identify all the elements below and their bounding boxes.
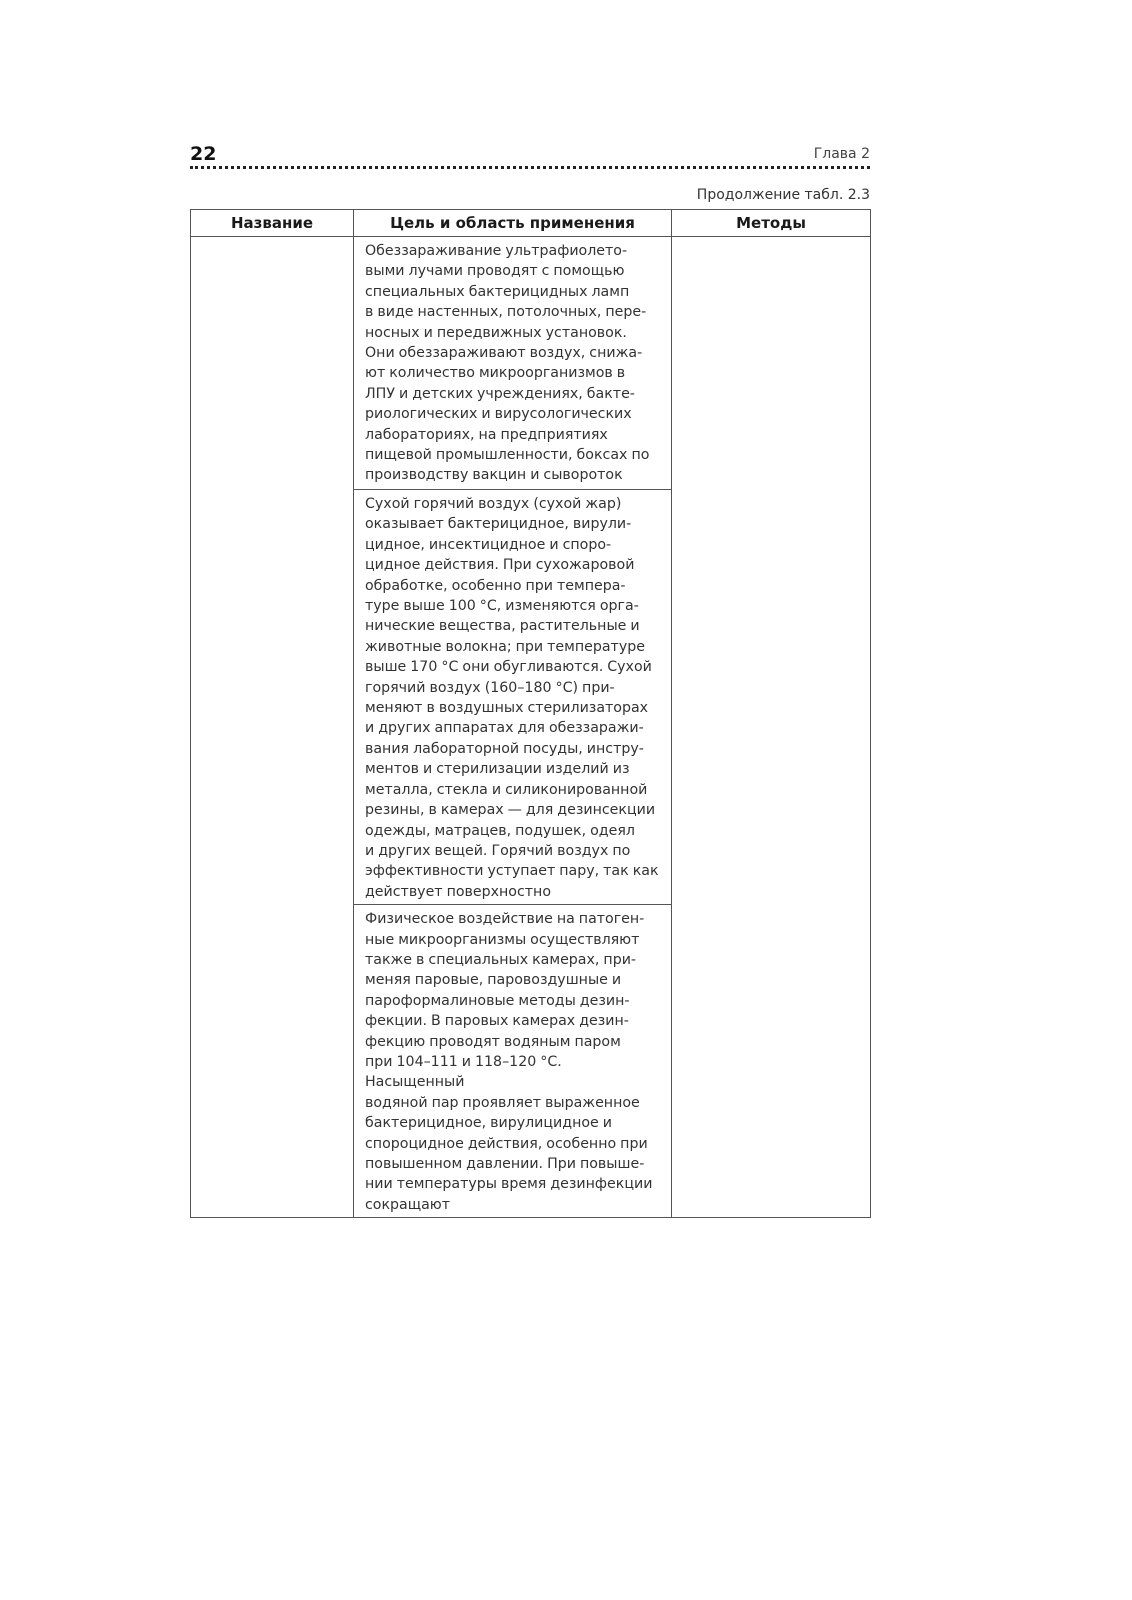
methods-cell-text (672, 237, 870, 243)
purpose-cell (354, 237, 672, 490)
purpose-text: Сухой горячий воздух (сухой жар) оказывает бактерицидное, вирули- цидное, инсектицидное и споро- цидное действия. При сухожаровой обработке, особенно при темпера- туре выше 100 °С, изменяются орга- нические вещества, растительные и животные волокна; при температуре выше 170 °С они обугливаются. Сухой горячий воздух (160–180 °С) при- меняют в воздушных стерилизаторах и других аппаратах для обеззаражи- вания лабораторной посуды, инстру- ментов и стерилизации изделий из металла, стекла и силиконированной резины, в камерах — для дезинсекции одежды, матрацев, подушек, одеял и других вещей. Горячий воздух по эффективности уступает пару, так как действует поверхностно (365, 496, 659, 900)
header-dotted-rule (190, 166, 870, 169)
table-row (191, 237, 871, 490)
purpose-text: Физическое воздействие на патоген- ные микроорганизмы осуществляют также в специальных камерах, при- меняя паровые, паровоздушные и пароформалиновые методы дезин- фекции. В паровых камерах дезин- фекцию проводят водяным паром при 104–111 и 118–120 °С. Насыщенный водяной пар проявляет выраженное бактерицидное, вирулицидное и спороцидное действия, особенно при повышенном давлении. При повыше- нии температуры время дезинфекции сокращают (365, 911, 653, 1213)
purpose-cell (354, 905, 672, 1218)
table-header-row (191, 210, 871, 237)
name-cell (191, 237, 354, 1218)
methods-cell (672, 237, 871, 1218)
table-caption: Продолжение табл. 2.3 (696, 187, 870, 203)
page-number: 22 (190, 143, 217, 165)
name-cell-text (191, 237, 353, 243)
column-header-name: Название (191, 210, 354, 237)
purpose-text: Обеззараживание ультрафиолето- выми лучами проводят с помощью специальных бактерицидных ламп в виде настенных, потолочных, пере- носных и передвижных установок. Они обеззараживают воздух, снижа- ют количество микроорганизмов в ЛПУ и детских учреждениях, бакте- риологических и вирусологических лабораториях, на предприятиях пищевой промышленности, боксах по производству вакцин и сывороток (365, 243, 650, 484)
table (190, 209, 871, 1218)
chapter-title: Глава 2 (813, 146, 870, 162)
column-header-methods: Методы (672, 210, 871, 237)
column-header-purpose: Цель и область применения (354, 210, 672, 237)
purpose-cell (354, 490, 672, 905)
